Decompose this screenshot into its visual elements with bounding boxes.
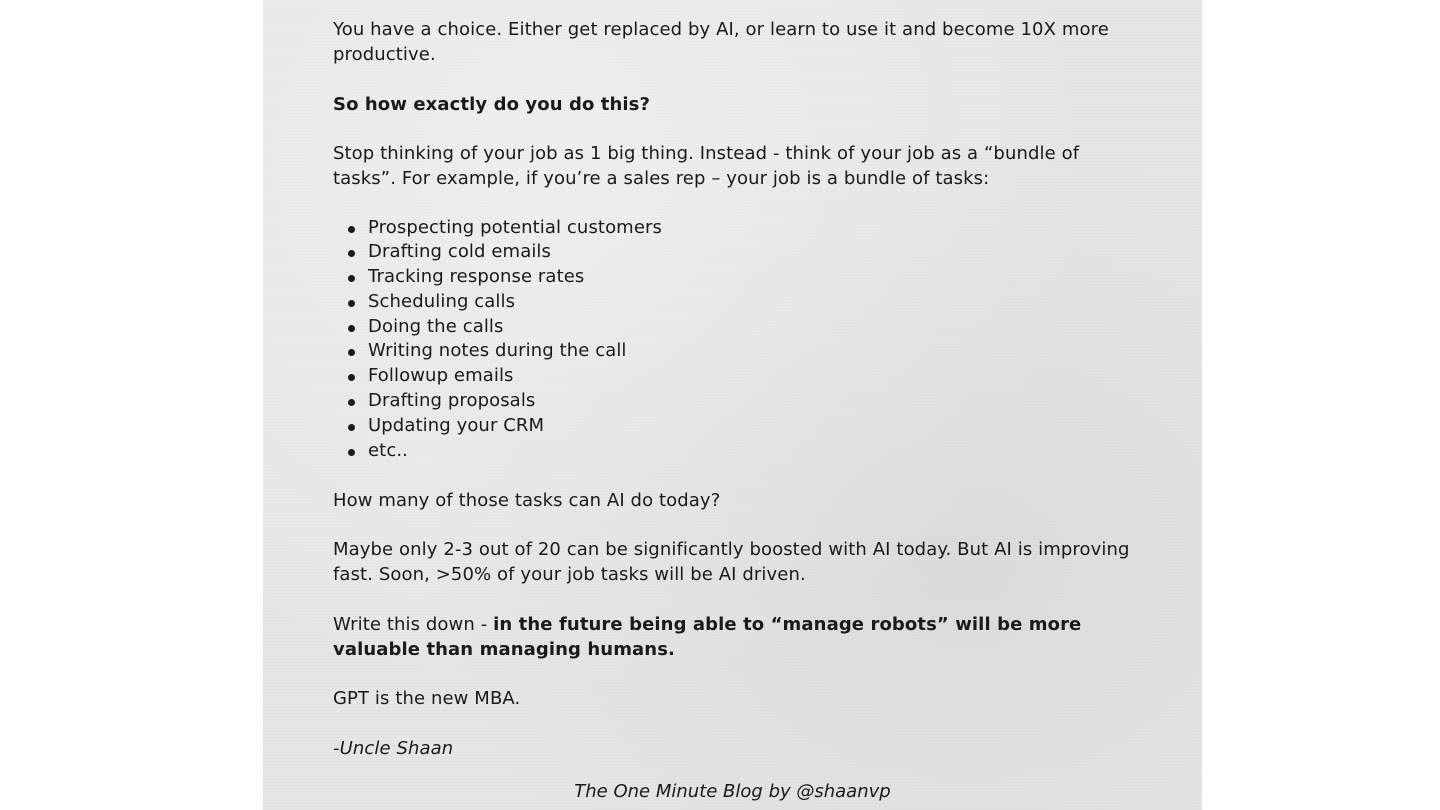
takeaway-paragraph (333, 612, 1133, 662)
signature: -Uncle Shaan (333, 737, 454, 759)
task-item: Doing the calls (368, 315, 1133, 340)
explanation-paragraph: Stop thinking of your job as 1 big thing. Instead - think of your job as a “bundle of tasks”. For example, if you’re a sales rep – your job is a bundle of tasks: (333, 143, 1080, 189)
blog-content (333, 17, 1133, 761)
intro-paragraph: You have a choice. Either get replaced by AI, or learn to use it and become 10X more productive. (333, 19, 1109, 65)
ai-question-paragraph: How many of those tasks can AI do today? (333, 489, 721, 511)
task-item: Followup emails (368, 364, 1133, 389)
task-item: Drafting cold emails (368, 240, 1133, 265)
question-heading: So how exactly do you do this? (333, 93, 651, 115)
ai-answer-paragraph: Maybe only 2-3 out of 20 can be significantly boosted with AI today. But AI is improving fast. Soon, >50% of your job tasks will be AI driven. (333, 539, 1130, 586)
task-item: Tracking response rates (368, 265, 1133, 290)
closing-line: GPT is the new MBA. (333, 688, 521, 710)
task-item: Scheduling calls (368, 290, 1133, 315)
takeaway-emphasis: in the future being able to “manage robots” will be more valuable than managing humans. (333, 613, 1082, 660)
task-item: etc.. (368, 439, 1133, 464)
task-item: Drafting proposals (368, 389, 1133, 414)
blog-page (263, 0, 1202, 810)
task-item: Prospecting potential customers (368, 216, 1133, 241)
task-list (333, 216, 1133, 464)
task-item: Updating your CRM (368, 414, 1133, 439)
takeaway-prefix: Write this down - (333, 613, 494, 635)
task-item: Writing notes during the call (368, 339, 1133, 364)
footer-credit: The One Minute Blog by @shaanvp (574, 781, 891, 802)
